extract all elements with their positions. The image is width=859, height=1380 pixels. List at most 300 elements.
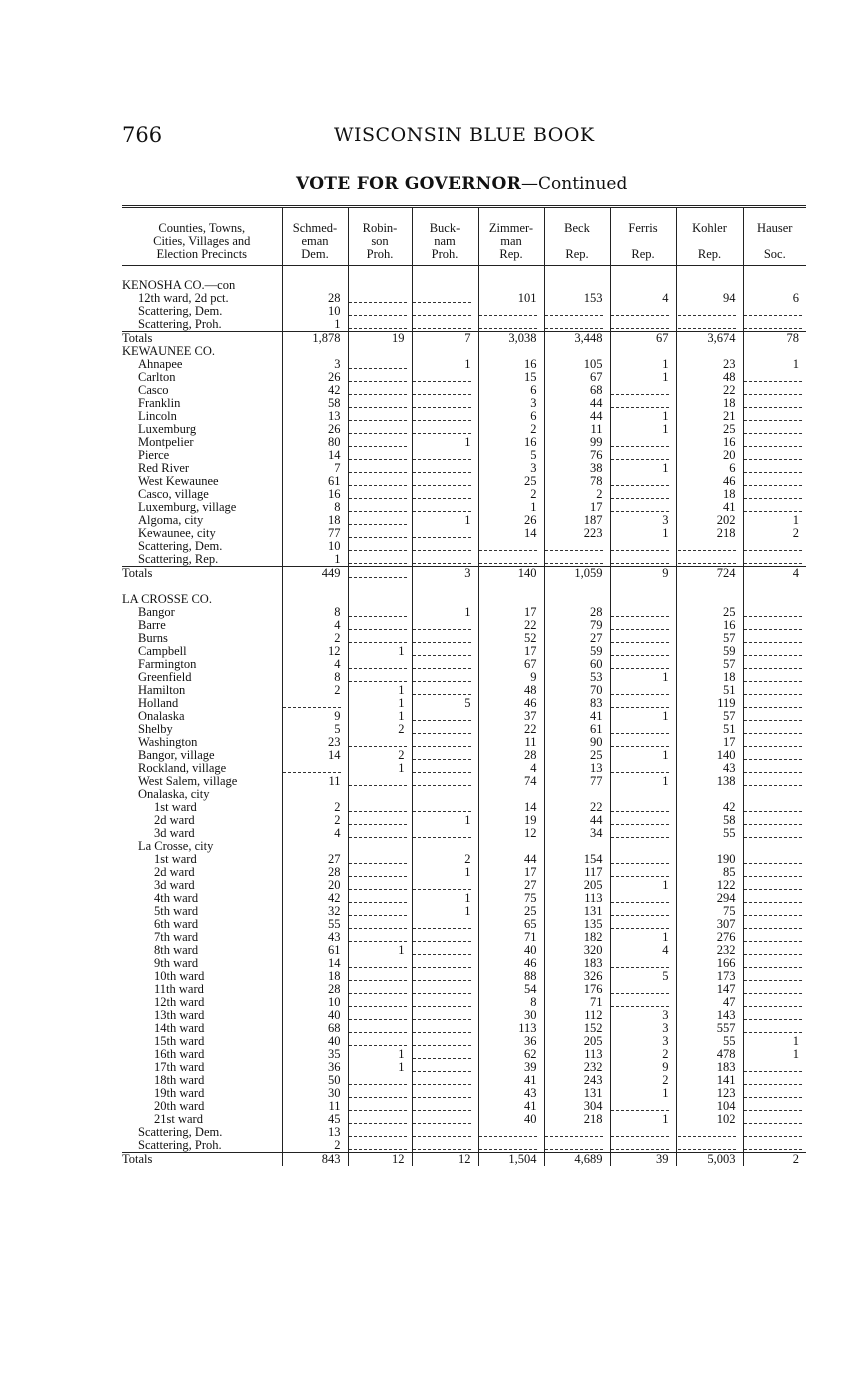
vote-cell: 1: [348, 710, 412, 723]
vote-cell: 2: [348, 723, 412, 736]
vote-cell: [348, 1074, 412, 1087]
blank-dash: [744, 1104, 802, 1111]
vote-cell: 11: [544, 423, 610, 436]
vote-cell: 205: [544, 1035, 610, 1048]
precinct-name: Holland: [138, 697, 179, 710]
vote-cell: 50: [282, 1074, 348, 1087]
blank-dash: [678, 1143, 736, 1150]
table-row: [122, 749, 806, 762]
vote-cell: [348, 358, 412, 371]
precinct-name: 12th ward, 2d pct.: [138, 292, 229, 305]
precinct-name: 17th ward: [154, 1061, 205, 1074]
table-row: [122, 1087, 806, 1100]
vote-cell: [676, 345, 743, 358]
vote-cell: 183: [676, 1061, 743, 1074]
vote-cell: [412, 384, 478, 397]
vote-cell: 57: [676, 658, 743, 671]
table-row: [122, 866, 806, 879]
precinct-name: 5th ward: [154, 905, 199, 918]
vote-cell: [610, 892, 676, 905]
vote-cell: 51: [676, 723, 743, 736]
vote-cell: [412, 931, 478, 944]
blank-dash: [349, 961, 407, 968]
precinct-name: Onalaska, city: [138, 788, 210, 801]
vote-cell: 59: [676, 645, 743, 658]
precinct-name: 3d ward: [154, 879, 195, 892]
vote-cell: [348, 970, 412, 983]
vote-cell: 55: [676, 827, 743, 840]
blank-dash: [413, 883, 471, 890]
vote-cell: 25: [478, 475, 544, 488]
table-row: [122, 801, 806, 814]
blank-dash: [349, 1039, 407, 1046]
blank-dash: [413, 714, 471, 721]
vote-cell: 30: [282, 1087, 348, 1100]
vote-cell: [348, 996, 412, 1009]
vote-cell: [544, 318, 610, 332]
vote-cell: 223: [544, 527, 610, 540]
blank-dash: [413, 1143, 471, 1150]
vote-cell: [348, 1035, 412, 1048]
vote-cell: [743, 384, 806, 397]
vote-cell: 14: [282, 957, 348, 970]
vote-cell: [412, 593, 478, 606]
vote-cell: [348, 1087, 412, 1100]
vote-cell: [348, 410, 412, 423]
precinct-name: Casco: [138, 384, 169, 397]
county-heading-row: [122, 279, 806, 292]
blank-dash: [479, 309, 537, 316]
vote-cell: 1: [610, 749, 676, 762]
blank-dash: [744, 909, 802, 916]
vote-cell: [412, 658, 478, 671]
blank-dash: [413, 1039, 471, 1046]
vote-cell: 1: [348, 762, 412, 775]
vote-cell: [610, 501, 676, 514]
vote-cell: 41: [544, 710, 610, 723]
vote-cell: [348, 567, 412, 581]
vote-cell: 19: [478, 814, 544, 827]
blank-dash: [611, 727, 669, 734]
blank-dash: [744, 636, 802, 643]
vote-cell: [743, 397, 806, 410]
vote-cell: 42: [676, 801, 743, 814]
vote-cell: 17: [544, 501, 610, 514]
vote-cell: 13: [544, 762, 610, 775]
blank-dash: [413, 531, 471, 538]
vote-cell: [743, 488, 806, 501]
blank-dash: [744, 766, 802, 773]
precinct-name: 15th ward: [154, 1035, 205, 1048]
vote-cell: 27: [544, 632, 610, 645]
blank-dash: [611, 1130, 669, 1137]
vote-cell: 28: [478, 749, 544, 762]
vote-cell: 44: [544, 814, 610, 827]
blank-dash: [744, 870, 802, 877]
vote-cell: [348, 540, 412, 553]
vote-cell: 140: [676, 749, 743, 762]
vote-cell: 35: [282, 1048, 348, 1061]
table-row: [122, 905, 806, 918]
county-name: KENOSHA CO.—con: [122, 279, 236, 292]
table-row: [122, 606, 806, 619]
blank-dash: [744, 388, 802, 395]
blank-dash: [744, 466, 802, 473]
vote-cell: [412, 736, 478, 749]
vote-cell: 52: [478, 632, 544, 645]
blank-dash: [744, 987, 802, 994]
precinct-name: Casco, village: [138, 488, 209, 501]
vote-cell: [743, 1126, 806, 1139]
precinct-name: 2d ward: [154, 814, 195, 827]
vote-cell: [610, 814, 676, 827]
table-title-main: VOTE FOR GOVERNOR: [296, 174, 522, 194]
vote-cell: [610, 436, 676, 449]
blank-dash: [413, 688, 471, 695]
blank-dash: [349, 401, 407, 408]
vote-cell: [610, 606, 676, 619]
vote-cell: 62: [478, 1048, 544, 1061]
vote-cell: 47: [676, 996, 743, 1009]
vote-cell: [412, 801, 478, 814]
table-row: [122, 853, 806, 866]
vote-cell: 37: [478, 710, 544, 723]
vote-cell: [348, 918, 412, 931]
vote-cell: 17: [478, 866, 544, 879]
vote-cell: 15: [478, 371, 544, 384]
table-row: [122, 1022, 806, 1035]
precinct-name: Hamilton: [138, 684, 186, 697]
table-row: [122, 1113, 806, 1126]
vote-cell: [743, 449, 806, 462]
vote-cell: [282, 788, 348, 801]
vote-cell: 218: [676, 527, 743, 540]
vote-cell: [348, 866, 412, 879]
blank-dash: [349, 883, 407, 890]
blank-dash: [349, 571, 407, 578]
vote-cell: [412, 957, 478, 970]
blank-dash: [349, 375, 407, 382]
blank-dash: [349, 1104, 407, 1111]
vote-cell: [412, 1100, 478, 1113]
table-row: [122, 553, 806, 567]
blank-dash: [744, 649, 802, 656]
vote-cell: [412, 1126, 478, 1139]
blank-dash: [413, 636, 471, 643]
table-row: [122, 1139, 806, 1153]
vote-cell: [610, 853, 676, 866]
table-row: [122, 710, 806, 723]
vote-cell: 122: [676, 879, 743, 892]
vote-cell: [412, 488, 478, 501]
col-header-robinson: Robin- son Proh.: [348, 207, 412, 266]
table-row: [122, 723, 806, 736]
vote-cell: [348, 1139, 412, 1153]
vote-cell: [348, 436, 412, 449]
vote-cell: [610, 827, 676, 840]
vote-cell: 32: [282, 905, 348, 918]
vote-cell: [348, 292, 412, 305]
precinct-name: 16th ward: [154, 1048, 205, 1061]
vote-cell: 78: [544, 475, 610, 488]
vote-cell: [412, 345, 478, 358]
blank-dash: [349, 896, 407, 903]
vote-cell: 14: [478, 527, 544, 540]
vote-cell: 182: [544, 931, 610, 944]
vote-cell: [610, 540, 676, 553]
vote-cell: 1: [610, 775, 676, 788]
blank-dash: [349, 492, 407, 499]
vote-cell: 28: [544, 606, 610, 619]
vote-cell: [544, 593, 610, 606]
precinct-name: Rockland, village: [138, 762, 227, 775]
totals-row: [122, 1153, 806, 1167]
vote-cell: [610, 1139, 676, 1153]
blank-dash: [744, 818, 802, 825]
vote-cell: 10: [282, 540, 348, 553]
vote-cell: 74: [478, 775, 544, 788]
precinct-name: La Crosse, city: [138, 840, 214, 853]
vote-cell: 143: [676, 1009, 743, 1022]
blank-dash: [744, 1117, 802, 1124]
vote-cell: [412, 305, 478, 318]
vote-cell: 4: [478, 762, 544, 775]
blank-dash: [349, 1013, 407, 1020]
vote-cell: 25: [544, 749, 610, 762]
table-row: [122, 410, 806, 423]
vote-cell: 1: [348, 1061, 412, 1074]
blank-dash: [744, 375, 802, 382]
vote-cell: [743, 423, 806, 436]
blank-dash: [545, 544, 603, 551]
vote-cell: 44: [544, 410, 610, 423]
vote-cell: 3: [610, 1009, 676, 1022]
vote-cell: [478, 1139, 544, 1153]
blank-dash: [678, 544, 736, 551]
blank-dash: [744, 961, 802, 968]
blank-dash: [349, 427, 407, 434]
blank-dash: [611, 636, 669, 643]
vote-cell: [676, 840, 743, 853]
precinct-name: Bangor: [138, 606, 175, 619]
vote-cell: 67: [610, 332, 676, 346]
blank-dash: [349, 296, 407, 303]
vote-cell: [743, 801, 806, 814]
precinct-name: 3d ward: [154, 827, 195, 840]
vote-cell: 1,504: [478, 1153, 544, 1167]
vote-cell: [412, 1009, 478, 1022]
vote-cell: 202: [676, 514, 743, 527]
vote-cell: [610, 801, 676, 814]
vote-cell: 1: [412, 814, 478, 827]
vote-cell: 11: [478, 736, 544, 749]
table-row: [122, 970, 806, 983]
table-row: [122, 475, 806, 488]
precinct-name: 1st ward: [154, 801, 197, 814]
vote-cell: 232: [544, 1061, 610, 1074]
vote-cell: 34: [544, 827, 610, 840]
blank-dash: [413, 505, 471, 512]
blank-dash: [349, 922, 407, 929]
vote-cell: 13: [282, 1126, 348, 1139]
precinct-name: Scattering, Dem.: [138, 1126, 223, 1139]
vote-cell: 1: [610, 671, 676, 684]
vote-cell: 13: [282, 410, 348, 423]
blank-dash: [349, 623, 407, 630]
precinct-name: Ahnapee: [138, 358, 183, 371]
vote-cell: 190: [676, 853, 743, 866]
table-row: [122, 371, 806, 384]
county-name: LA CROSSE CO.: [122, 593, 212, 606]
blank-dash: [744, 479, 802, 486]
blank-dash: [413, 766, 471, 773]
table-row: [122, 540, 806, 553]
blank-dash: [744, 727, 802, 734]
vote-cell: [610, 553, 676, 567]
blank-dash: [349, 974, 407, 981]
vote-cell: 152: [544, 1022, 610, 1035]
vote-cell: [610, 1100, 676, 1113]
blank-dash: [349, 740, 407, 747]
vote-cell: 46: [478, 697, 544, 710]
table-row: [122, 305, 806, 318]
vote-cell: [743, 436, 806, 449]
blank-dash: [611, 649, 669, 656]
precinct-name: Onalaska: [138, 710, 185, 723]
table-row: [122, 1048, 806, 1061]
vote-cell: 38: [544, 462, 610, 475]
vote-cell: 2: [544, 488, 610, 501]
precinct-name: 20th ward: [154, 1100, 205, 1113]
vote-cell: 105: [544, 358, 610, 371]
precinct-name: Montpelier: [138, 436, 194, 449]
spacer-row: [122, 266, 806, 280]
vote-cell: [348, 527, 412, 540]
vote-cell: [743, 305, 806, 318]
vote-cell: [412, 410, 478, 423]
precinct-name: Scattering, Proh.: [122, 318, 282, 332]
vote-cell: [743, 1113, 806, 1126]
vote-cell: 36: [478, 1035, 544, 1048]
table-row: [122, 1126, 806, 1139]
vote-cell: [610, 723, 676, 736]
vote-cell: 2: [282, 801, 348, 814]
blank-dash: [744, 701, 802, 708]
vote-cell: 123: [676, 1087, 743, 1100]
vote-cell: [676, 593, 743, 606]
blank-dash: [349, 1091, 407, 1098]
vote-cell: [743, 318, 806, 332]
blank-dash: [349, 1117, 407, 1124]
vote-cell: [412, 762, 478, 775]
blank-dash: [413, 466, 471, 473]
vote-cell: 12: [282, 645, 348, 658]
vote-cell: [610, 384, 676, 397]
vote-cell: [610, 488, 676, 501]
vote-cell: [348, 384, 412, 397]
vote-cell: 67: [478, 658, 544, 671]
blank-dash: [413, 309, 471, 316]
blank-dash: [349, 322, 407, 329]
vote-cell: 27: [478, 879, 544, 892]
vote-cell: 2: [478, 423, 544, 436]
vote-cell: 1: [610, 1113, 676, 1126]
vote-cell: 3: [610, 1035, 676, 1048]
vote-cell: 55: [676, 1035, 743, 1048]
vote-cell: [610, 279, 676, 292]
table-row: [122, 918, 806, 931]
table-row: [122, 996, 806, 1009]
blank-dash: [611, 610, 669, 617]
vote-cell: 1,878: [282, 332, 348, 346]
vote-cell: 8: [282, 671, 348, 684]
blank-dash: [678, 309, 736, 316]
vote-cell: 1: [743, 358, 806, 371]
vote-cell: [412, 397, 478, 410]
vote-cell: 147: [676, 983, 743, 996]
vote-cell: 18: [282, 970, 348, 983]
vote-cell: [282, 762, 348, 775]
precinct-name: Luxemburg: [138, 423, 197, 436]
vote-cell: 23: [676, 358, 743, 371]
vote-cell: [610, 957, 676, 970]
vote-cell: [544, 840, 610, 853]
vote-cell: 46: [676, 475, 743, 488]
vote-cell: 3: [478, 397, 544, 410]
vote-cell: 1: [348, 1048, 412, 1061]
vote-cell: [743, 710, 806, 723]
blank-dash: [349, 557, 407, 564]
blank-dash: [744, 427, 802, 434]
vote-cell: [412, 371, 478, 384]
blank-dash: [744, 505, 802, 512]
blank-dash: [611, 1104, 669, 1111]
blank-dash: [611, 662, 669, 669]
blank-dash: [413, 935, 471, 942]
blank-dash: [349, 388, 407, 395]
vote-cell: 1: [412, 514, 478, 527]
blank-dash: [349, 440, 407, 447]
vote-cell: [743, 749, 806, 762]
table-row: [122, 684, 806, 697]
vote-cell: 1,059: [544, 567, 610, 581]
precinct-name: 8th ward: [154, 944, 199, 957]
blank-dash: [611, 740, 669, 747]
vote-cell: 449: [282, 567, 348, 581]
vote-cell: 138: [676, 775, 743, 788]
vote-cell: 104: [676, 1100, 743, 1113]
vote-cell: [412, 1074, 478, 1087]
col-header-zimmerman: Zimmer- man Rep.: [478, 207, 544, 266]
blank-dash: [413, 375, 471, 382]
precinct-name: 13th ward: [154, 1009, 205, 1022]
vote-cell: [610, 397, 676, 410]
precinct-name: 14th ward: [154, 1022, 205, 1035]
vote-cell: [544, 540, 610, 553]
col-header-beck: Beck Rep.: [544, 207, 610, 266]
vote-cell: [610, 697, 676, 710]
vote-cell: 25: [676, 606, 743, 619]
blank-dash: [413, 974, 471, 981]
table-row: [122, 384, 806, 397]
vote-cell: [743, 827, 806, 840]
blank-dash: [349, 544, 407, 551]
vote-cell: [478, 840, 544, 853]
vote-cell: 59: [544, 645, 610, 658]
vote-cell: [743, 475, 806, 488]
vote-cell: 1: [412, 436, 478, 449]
vote-cell: 14: [282, 749, 348, 762]
